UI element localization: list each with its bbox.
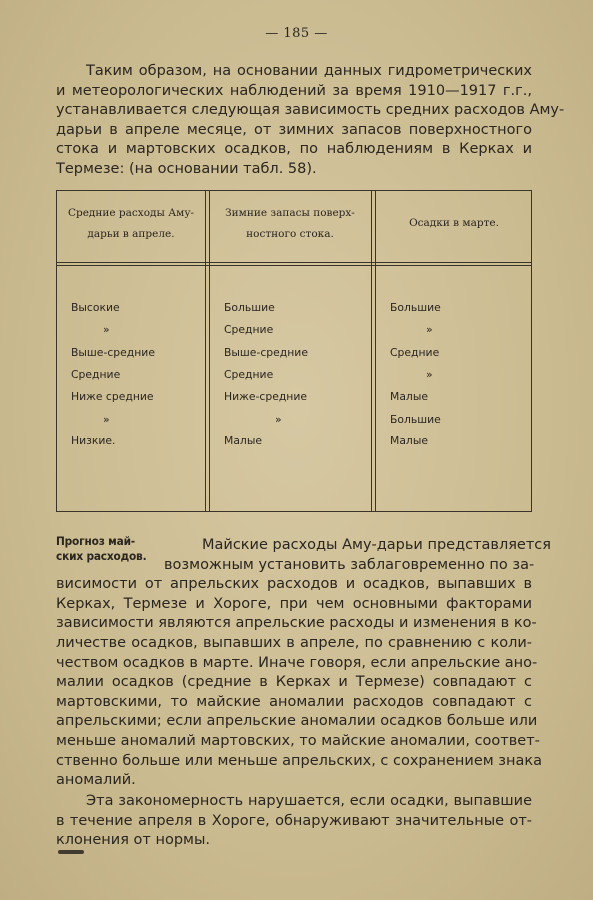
text-line: в течение апреля в Хороге, обнаруживают значительные от-	[56, 812, 532, 829]
text-line: Термезе: (на основании табл. 58).	[56, 160, 317, 177]
table-header-march-precipitation: Осадки в марте.	[409, 217, 499, 229]
text-line: Майские расходы Аму-дарьи представляется	[202, 537, 551, 553]
text-line: стока и мартовских осадков, по наблюдениям в Керках и	[56, 141, 532, 158]
table-cell: »	[103, 413, 110, 426]
table-cell: Ниже-средние	[224, 390, 308, 403]
text-line: Таким образом, на основании данных гидрометрических	[86, 63, 532, 79]
table-cell: Средние	[71, 368, 121, 381]
text-line: меньше аномалий мартовских, то майские аномалии, соответ-	[56, 732, 540, 749]
table-cell: Большие	[390, 413, 441, 426]
dependency-table	[56, 190, 532, 512]
table-cell: Большие	[390, 301, 441, 314]
table-cell: Высокие	[71, 301, 120, 314]
table-cell: Ниже средние	[71, 390, 154, 403]
margin-heading-may-forecast: Прогноз май- ских расходов.	[56, 534, 147, 563]
table-header-winter-reserves: Зимние запасы поверх- ностного стока.	[225, 207, 355, 240]
table-cell: »	[426, 323, 433, 336]
text-line: Эта закономерность нарушается, если осадки, выпавшие	[86, 793, 532, 809]
text-line: мартовскими, то майские аномалии расходов совпадают с	[56, 693, 532, 710]
table-cell: »	[426, 368, 433, 381]
text-line: малии осадков (средние в Керках и Термезе) совпадают с	[56, 674, 532, 691]
text-line: зависимости являются апрельские расходы и изменения в ко-	[56, 615, 537, 632]
text-line: возможным установить заблаговременно по за-	[164, 556, 535, 573]
paragraph-may-forecast	[56, 536, 551, 791]
table-cell: Малые	[390, 434, 428, 447]
text-line: ственно больше или меньше апрельских, с сохранением знака	[56, 752, 543, 769]
table-cell: »	[103, 323, 110, 336]
paragraph-intro	[56, 62, 565, 180]
table-cell: Большие	[224, 301, 275, 314]
text-line: аномалий.	[56, 772, 136, 789]
page-number: — 185 —	[265, 26, 328, 41]
ink-smudge	[58, 850, 84, 854]
table-cell: Низкие.	[71, 434, 116, 447]
table-cell: Малые	[224, 434, 262, 447]
text-line: Керках, Термезе и Хороге, при чем основными факторами	[56, 595, 532, 612]
table-cell: Выше-средние	[71, 346, 155, 359]
text-line: висимости от апрельских расходов и осадков, выпавших в	[56, 576, 532, 593]
table-header-april-discharge: Средние расходы Аму- дарьи в апреле.	[67, 207, 195, 240]
table-cell: Малые	[390, 390, 428, 403]
text-line: чеством осадков в марте. Иначе говоря, если апрельские ано-	[56, 654, 538, 671]
table-cell: Выше-средние	[224, 346, 308, 359]
table-cell: Средние	[224, 323, 274, 336]
text-line: клонения от нормы.	[56, 832, 211, 849]
table-cell: Средние	[224, 368, 274, 381]
text-line: дарьи в апреле месяце, от зимних запасов поверхностного	[56, 121, 532, 138]
paragraph-exception	[56, 792, 532, 851]
text-line: апрельскими; если апрельские аномалии осадков больше или	[56, 713, 538, 730]
table-cell: »	[275, 413, 282, 426]
text-line: и метеорологических наблюдений за время 1910—1917 г.г.,	[56, 82, 532, 99]
text-line: устанавливается следующая зависимость средних расходов Аму-	[56, 102, 565, 119]
table-cell: Средние	[390, 346, 440, 359]
text-line: личестве осадков, выпавших в апреле, по сравнению с коли-	[56, 634, 532, 651]
